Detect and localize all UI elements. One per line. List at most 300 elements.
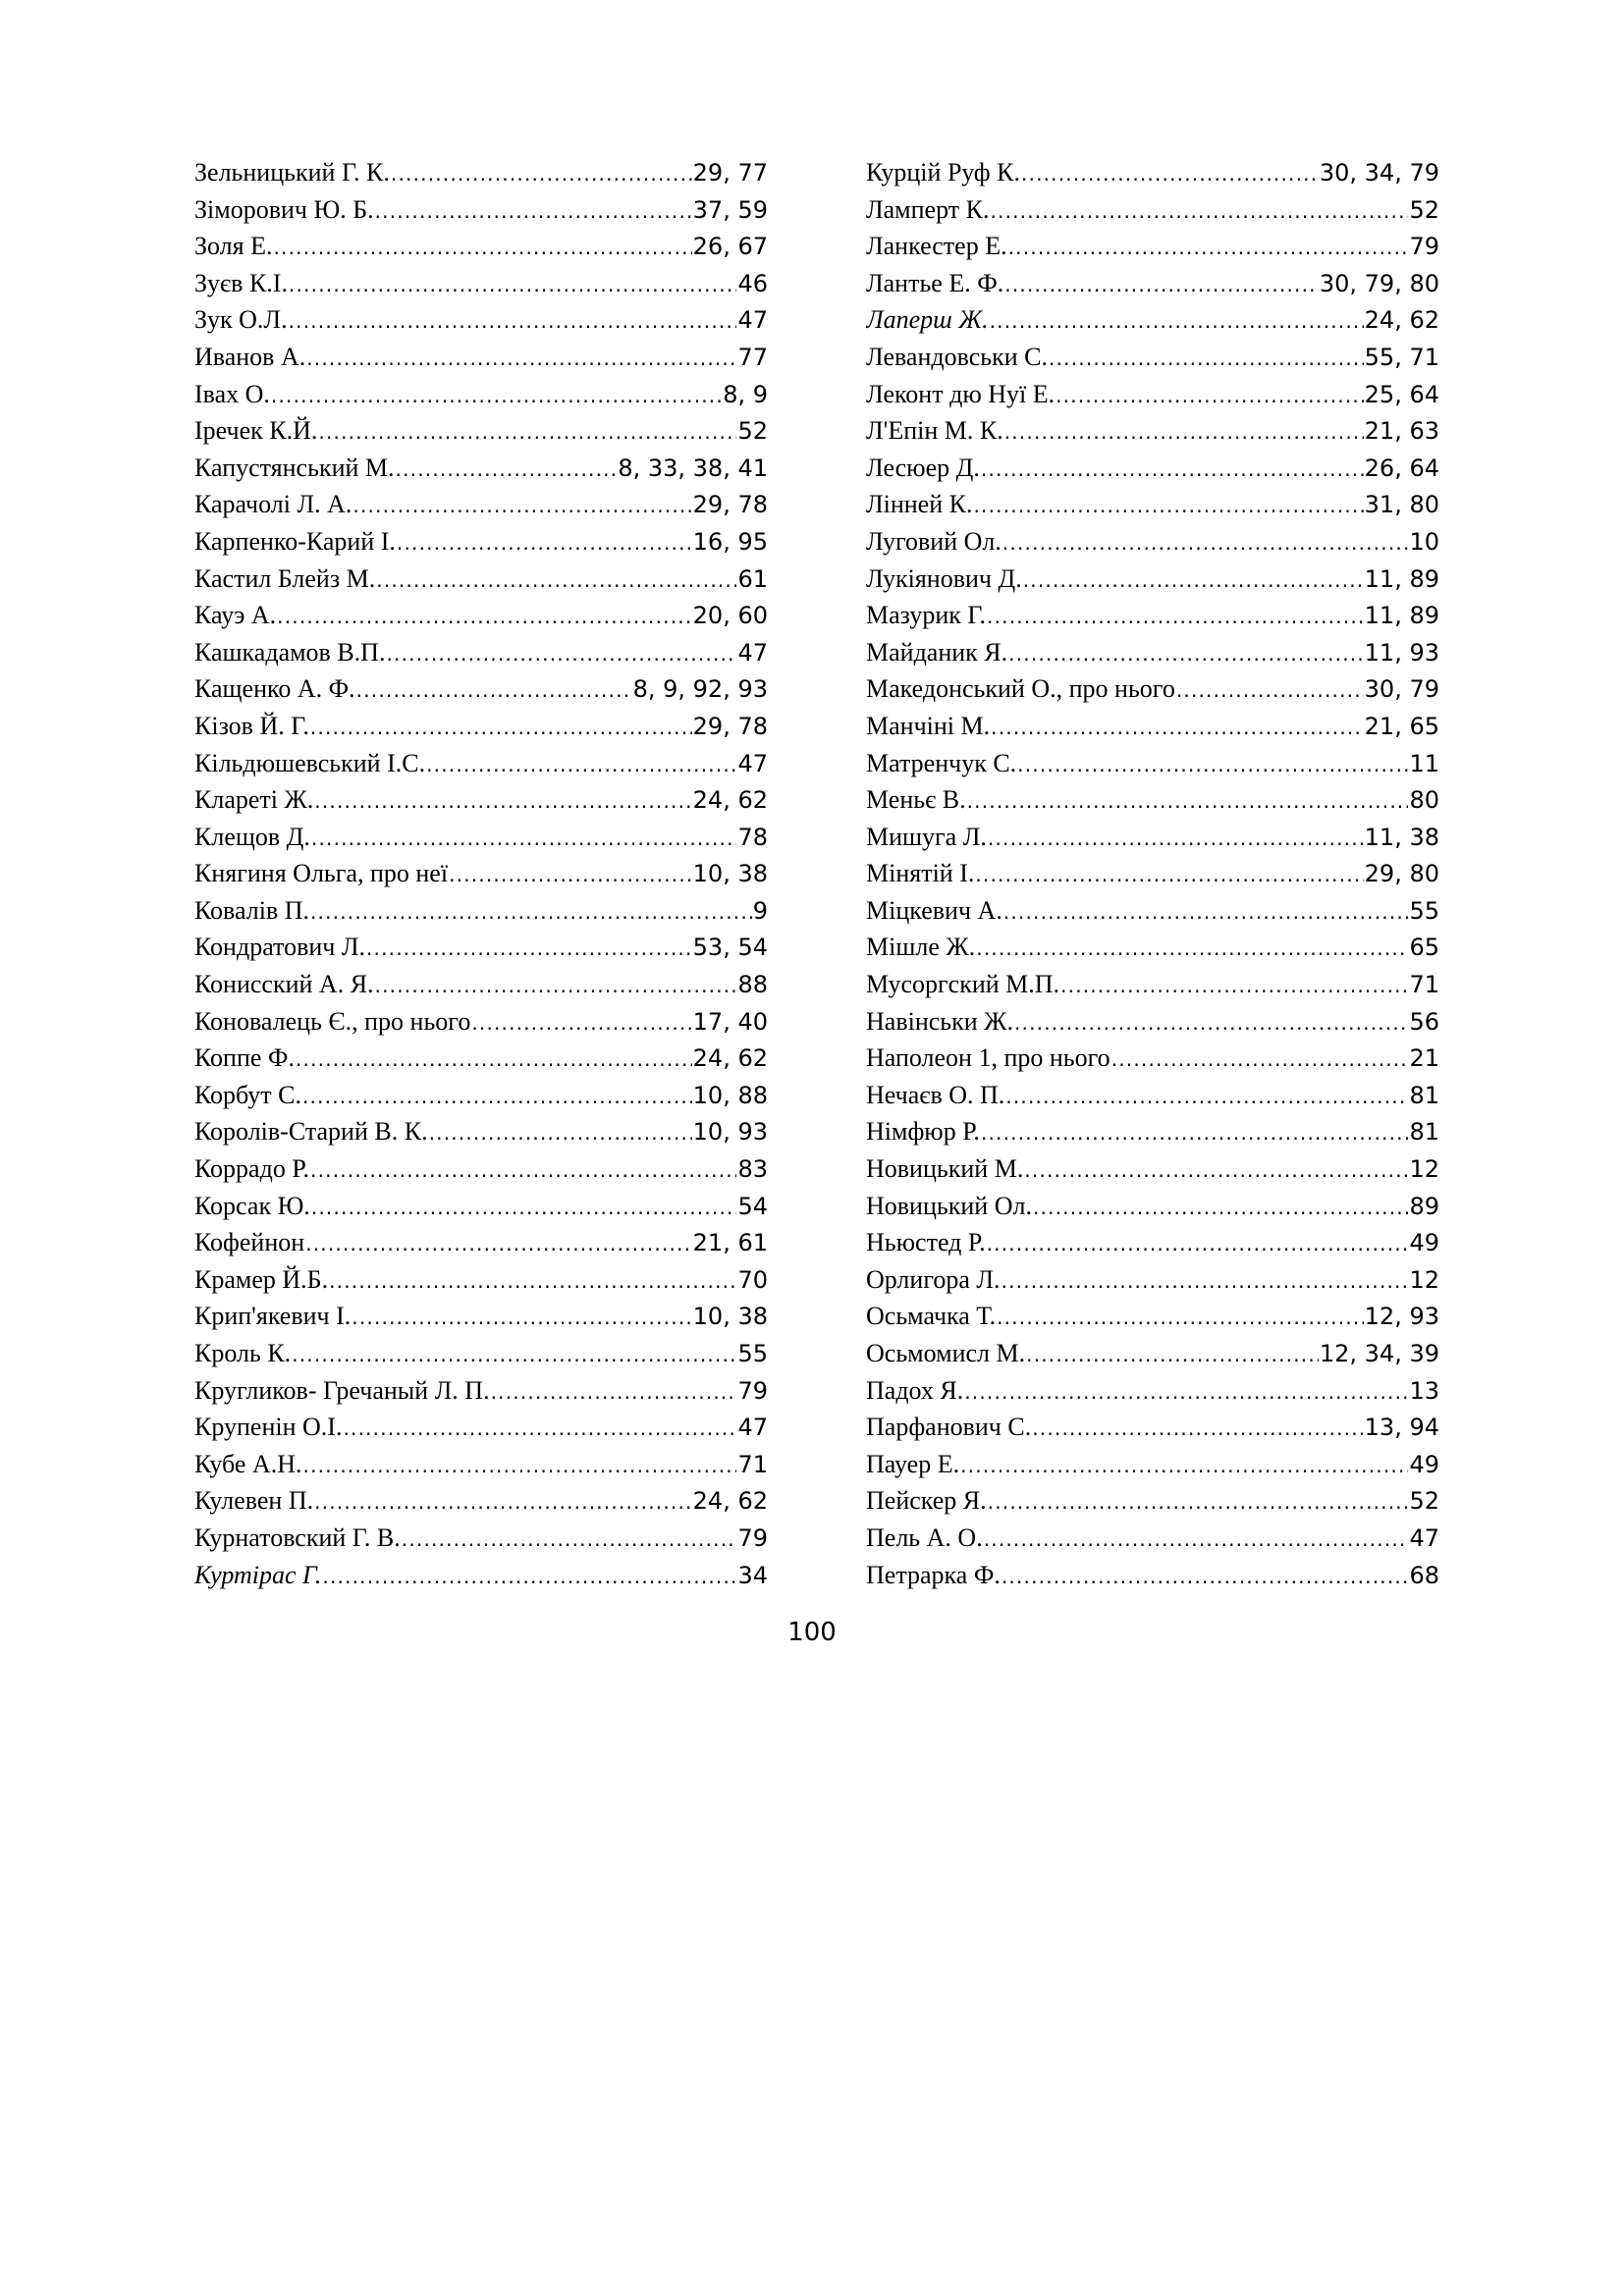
- dot-leader: [303, 1448, 737, 1483]
- entry-pages: 21, 65: [1364, 712, 1439, 740]
- entry-name: Крупенін О.І.: [194, 1413, 343, 1442]
- dot-leader: [981, 452, 1364, 487]
- index-entry: [866, 265, 1439, 302]
- entry-name: Корбут С.: [194, 1080, 301, 1109]
- index-entry: [866, 1335, 1439, 1372]
- dot-leader: [352, 1300, 691, 1335]
- dot-leader: [366, 931, 692, 966]
- entry-pages: 29, 77: [692, 159, 768, 187]
- entry-pages: 24, 62: [692, 786, 768, 815]
- dot-leader: [975, 857, 1363, 892]
- dot-leader: [997, 1300, 1364, 1335]
- entry-pages: 12: [1409, 1265, 1439, 1294]
- entry-pages: 12: [1409, 1155, 1439, 1184]
- entry-pages: 9: [752, 896, 768, 925]
- entry-name: Манчіні М.: [866, 711, 991, 740]
- dot-leader: [426, 747, 736, 782]
- dot-leader: [1024, 1152, 1408, 1188]
- index-entry: [866, 781, 1439, 819]
- dot-leader: [302, 1079, 692, 1114]
- dot-leader: [1021, 156, 1319, 191]
- index-entry: [866, 228, 1439, 265]
- entry-pages: 24, 62: [1364, 306, 1439, 335]
- dot-leader: [292, 1337, 736, 1372]
- entry-name: Іречек К.Й.: [194, 416, 318, 446]
- entry-name: Луговий Ол.: [866, 526, 1001, 556]
- dot-leader: [310, 1152, 736, 1188]
- entry-pages: 61: [737, 564, 768, 593]
- dot-leader: [375, 193, 692, 229]
- entry-name: Матренчук С.: [866, 748, 1017, 777]
- index-entry: [194, 228, 768, 265]
- index-entry: [194, 1482, 768, 1520]
- dot-leader: [343, 1411, 736, 1446]
- dot-leader: [310, 894, 752, 930]
- entry-name: Пауер Е.: [866, 1449, 960, 1478]
- entry-pages: 47: [737, 638, 768, 667]
- dot-leader: [306, 341, 736, 376]
- entry-name: Лантье Е. Ф.: [866, 268, 1004, 297]
- dot-leader: [386, 636, 736, 671]
- index-entry: [866, 1409, 1439, 1446]
- dot-leader: [1008, 636, 1364, 671]
- entry-pages: 11: [1409, 749, 1439, 777]
- index-entry: [866, 1372, 1439, 1410]
- index-entry: [194, 1113, 768, 1150]
- index-entry: [866, 1188, 1439, 1225]
- entry-pages: 17, 40: [692, 1007, 768, 1036]
- entry-name: Королів-Старий В. К.: [194, 1117, 428, 1147]
- entry-pages: 78: [737, 823, 768, 851]
- index-entry: [194, 1188, 768, 1225]
- entry-name: Орлигора Л.: [866, 1264, 1001, 1294]
- index-entry: [866, 1482, 1439, 1520]
- entry-name: Мишуга Л.: [866, 822, 987, 851]
- dot-leader: [973, 488, 1363, 523]
- dot-leader: [967, 783, 1409, 819]
- entry-name: Капустянський М.: [194, 453, 395, 482]
- index-entry: [866, 597, 1439, 634]
- dot-leader: [1026, 1337, 1319, 1372]
- entry-pages: 52: [1409, 1487, 1439, 1516]
- entry-name: Новицький М.: [866, 1154, 1024, 1184]
- entry-pages: 70: [737, 1265, 768, 1294]
- entry-pages: 71: [1409, 971, 1439, 999]
- index-entry: [194, 1409, 768, 1446]
- entry-name: Кастил Блейз М.: [194, 563, 376, 593]
- dot-leader: [402, 1522, 737, 1557]
- entry-name: Зук О.Л.: [194, 305, 288, 335]
- dot-leader: [1008, 230, 1409, 265]
- entry-pages: 21, 61: [692, 1229, 768, 1257]
- entry-pages: 29, 80: [1364, 860, 1439, 888]
- entry-name: Осьмачка Т.: [866, 1302, 997, 1331]
- entry-pages: 55: [737, 1340, 768, 1367]
- entry-name: Кругликов- Гречаный Л. П.: [194, 1375, 490, 1405]
- entry-name: Ньюстед Р.: [866, 1228, 986, 1257]
- entry-name: Леконт дю Нуї Е.: [866, 379, 1056, 408]
- index-entry: [194, 745, 768, 782]
- index-entry: [866, 1077, 1439, 1114]
- entry-name: Новицький Ол.: [866, 1191, 1032, 1220]
- dot-leader: [356, 672, 632, 708]
- entry-name: Кондратович Л.: [194, 933, 365, 962]
- dot-leader: [471, 1005, 691, 1041]
- entry-name: Майданик Я.: [866, 637, 1008, 667]
- dot-leader: [991, 710, 1364, 745]
- dot-leader: [491, 1374, 737, 1410]
- entry-name: Меньє В.: [866, 785, 966, 815]
- index-entry: [866, 1150, 1439, 1188]
- entry-name: Конисский А. Я.: [194, 970, 374, 999]
- index-column-right: [866, 154, 1439, 1593]
- index-entry: [194, 523, 768, 561]
- dot-leader: [1023, 562, 1364, 598]
- entry-pages: 89: [1409, 1192, 1439, 1220]
- dot-leader: [987, 599, 1364, 634]
- entry-name: Івах О.: [194, 379, 270, 408]
- entry-pages: 88: [737, 971, 768, 999]
- entry-name: Карпенко-Карий І.: [194, 526, 396, 556]
- dot-leader: [964, 1374, 1408, 1410]
- entry-name: Лукіянович Д.: [866, 563, 1022, 593]
- index-entry: [194, 1298, 768, 1335]
- index-entry: [194, 1150, 768, 1188]
- index-entry: [866, 1298, 1439, 1335]
- dot-leader: [1003, 894, 1409, 930]
- index-entry: [194, 191, 768, 229]
- entry-name: Німфюр Р.: [866, 1117, 980, 1147]
- index-entry: [194, 819, 768, 856]
- index-entry: [194, 301, 768, 339]
- entry-pages: 71: [737, 1450, 768, 1478]
- entry-pages: 8, 33, 38, 41: [618, 454, 768, 482]
- dot-leader: [1033, 1190, 1409, 1225]
- dot-leader: [1004, 267, 1319, 302]
- entry-pages: 30, 79: [1364, 675, 1439, 704]
- entry-pages: 79: [737, 1376, 768, 1405]
- entry-name: Міцкевич А.: [866, 895, 1002, 925]
- entry-name: Мазурик Г.: [866, 601, 987, 630]
- index-entry: [866, 376, 1439, 413]
- index-entry: [194, 1372, 768, 1410]
- index-entry: [866, 450, 1439, 487]
- entry-name: Кашкадамов В.П.: [194, 637, 386, 667]
- index-entry: [194, 1335, 768, 1372]
- dot-leader: [376, 562, 736, 598]
- entry-name: Осьмомисл М.: [866, 1339, 1026, 1367]
- index-entry: [866, 1113, 1439, 1150]
- index-entry: [194, 929, 768, 966]
- dot-leader: [1014, 1005, 1408, 1041]
- entry-name: Навінськи Ж.: [866, 1006, 1013, 1036]
- dot-leader: [322, 1559, 736, 1594]
- index-entry: [866, 892, 1439, 930]
- index-entry: [194, 855, 768, 892]
- dot-leader: [990, 193, 1408, 229]
- dot-leader: [1001, 1263, 1409, 1299]
- index-column-left: [194, 154, 768, 1593]
- index-entry: [194, 1224, 768, 1261]
- dot-leader: [311, 1190, 737, 1225]
- entry-name: Кларетi Ж.: [194, 785, 314, 815]
- entry-pages: 20, 60: [692, 602, 768, 630]
- entry-pages: 34: [737, 1561, 768, 1589]
- index-entry: [194, 1557, 768, 1594]
- dot-leader: [1111, 1041, 1409, 1077]
- index-entry: [194, 1261, 768, 1299]
- entry-pages: 11, 89: [1364, 564, 1439, 593]
- entry-name: Мусоргский М.П.: [866, 970, 1060, 999]
- index-entry: [866, 154, 1439, 191]
- index-entry: [866, 634, 1439, 671]
- index-entry: [866, 670, 1439, 708]
- entry-pages: 25, 64: [1364, 380, 1439, 408]
- index-entry: [866, 966, 1439, 1003]
- entry-name: Лесюер Д.: [866, 453, 980, 482]
- index-entry: [194, 265, 768, 302]
- entry-pages: 68: [1409, 1561, 1439, 1589]
- index-entry: [194, 486, 768, 523]
- entry-name: Кулевен П.: [194, 1486, 314, 1516]
- entry-pages: 11, 89: [1364, 602, 1439, 630]
- entry-pages: 53, 54: [692, 934, 768, 962]
- dot-leader: [449, 857, 692, 892]
- entry-name: Карачолі Л. А.: [194, 490, 352, 519]
- dot-leader: [1056, 378, 1364, 413]
- index-entry: [866, 1040, 1439, 1077]
- entry-name: Кроль К.: [194, 1339, 292, 1367]
- entry-pages: 12, 93: [1364, 1303, 1439, 1331]
- dot-leader: [296, 1041, 692, 1077]
- entry-pages: 13: [1409, 1376, 1439, 1405]
- entry-name: Кубе А.Н.: [194, 1449, 302, 1478]
- dot-leader: [1176, 672, 1364, 708]
- entry-pages: 10, 38: [692, 1303, 768, 1331]
- entry-pages: 49: [1409, 1229, 1439, 1257]
- entry-name: Крамер Й.Б.: [194, 1264, 329, 1294]
- index-entry: [866, 855, 1439, 892]
- dot-leader: [375, 968, 737, 1003]
- entry-name: Крип'якевич І.: [194, 1302, 352, 1331]
- dot-leader: [329, 1263, 736, 1299]
- dot-leader: [271, 378, 722, 413]
- entry-pages: 26, 67: [692, 233, 768, 261]
- index-entry: [194, 154, 768, 191]
- entry-pages: 81: [1409, 1081, 1439, 1109]
- dot-leader: [960, 1448, 1408, 1483]
- dot-leader: [318, 414, 736, 450]
- dot-leader: [310, 710, 692, 745]
- dot-leader: [1032, 1411, 1363, 1446]
- index-entry: [866, 486, 1439, 523]
- entry-pages: 10, 93: [692, 1118, 768, 1147]
- entry-pages: 56: [1409, 1007, 1439, 1036]
- entry-pages: 11, 38: [1364, 823, 1439, 851]
- entry-name: Кільдюшевський І.С.: [194, 748, 426, 777]
- index-entry: [194, 1040, 768, 1077]
- index-entry: [194, 670, 768, 708]
- index-entry: [194, 597, 768, 634]
- dot-leader: [314, 783, 691, 819]
- entry-name: Курнатовский Г. В.: [194, 1522, 401, 1552]
- entry-pages: 10, 38: [692, 860, 768, 888]
- dot-leader: [391, 156, 692, 191]
- index-entry: [866, 1557, 1439, 1594]
- dot-leader: [1005, 1079, 1408, 1114]
- dot-leader: [274, 230, 692, 265]
- index-entry: [866, 1520, 1439, 1557]
- entry-pages: 31, 80: [1364, 491, 1439, 519]
- entry-name: Золя Е.: [194, 232, 273, 261]
- index-entry: [866, 708, 1439, 745]
- index-entry: [866, 339, 1439, 376]
- entry-pages: 46: [737, 269, 768, 297]
- index-entry: [866, 561, 1439, 598]
- dot-leader: [314, 1484, 692, 1520]
- entry-pages: 29, 78: [692, 712, 768, 740]
- entry-pages: 8, 9: [723, 380, 768, 408]
- entry-name: Македонський О., про нього: [866, 674, 1175, 704]
- entry-name: Кофейнон: [194, 1228, 305, 1257]
- entry-pages: 80: [1409, 786, 1439, 815]
- entry-pages: 47: [737, 1414, 768, 1442]
- entry-pages: 52: [1409, 195, 1439, 224]
- entry-name: Зуєв К.І.: [194, 268, 288, 297]
- entry-pages: 47: [737, 749, 768, 777]
- entry-name: Падох Я.: [866, 1375, 964, 1405]
- dot-leader: [397, 525, 692, 561]
- index-entry: [866, 523, 1439, 561]
- dot-leader: [429, 1115, 692, 1150]
- entry-pages: 12, 34, 39: [1319, 1340, 1439, 1367]
- entry-pages: 10: [1409, 527, 1439, 556]
- dot-leader: [987, 1226, 1409, 1261]
- entry-pages: 65: [1409, 934, 1439, 962]
- index-entry: [194, 781, 768, 819]
- dot-leader: [1002, 525, 1409, 561]
- index-entry: [194, 966, 768, 1003]
- dot-leader: [1001, 1559, 1409, 1594]
- entry-name: Зельницький Г. К.: [194, 158, 390, 187]
- entry-pages: 83: [737, 1155, 768, 1184]
- index-entry: [194, 1003, 768, 1041]
- entry-name: Нечаєв О. П.: [866, 1080, 1005, 1109]
- entry-name: Кащенко А. Ф.: [194, 674, 355, 704]
- entry-pages: 47: [737, 306, 768, 335]
- entry-pages: 13, 94: [1364, 1414, 1439, 1442]
- entry-pages: 16, 95: [692, 527, 768, 556]
- entry-pages: 29, 78: [692, 491, 768, 519]
- dot-leader: [1004, 414, 1364, 450]
- entry-pages: 55: [1409, 896, 1439, 925]
- index-entry: [194, 1520, 768, 1557]
- entry-pages: 37, 59: [692, 195, 768, 224]
- entry-name: Пейскер Я.: [866, 1486, 987, 1516]
- dot-leader: [976, 931, 1408, 966]
- index-entry: [866, 929, 1439, 966]
- entry-pages: 81: [1409, 1118, 1439, 1147]
- index-entry: [866, 1224, 1439, 1261]
- entry-pages: 21, 63: [1364, 417, 1439, 446]
- dot-leader: [990, 303, 1364, 339]
- dot-leader: [1049, 341, 1364, 376]
- entry-pages: 24, 62: [692, 1487, 768, 1516]
- entry-name: Коррадо Р.: [194, 1154, 310, 1184]
- dot-leader: [981, 1115, 1409, 1150]
- dot-leader: [311, 821, 737, 856]
- dot-leader: [988, 821, 1364, 856]
- entry-name: Курцій Руф К.: [866, 158, 1020, 187]
- index-entry: [194, 1077, 768, 1114]
- entry-pages: 30, 79, 80: [1319, 269, 1439, 297]
- entry-name: Левандовськи С.: [866, 342, 1049, 371]
- entry-name: Л'Епін М. К.: [866, 416, 1003, 446]
- entry-name: Мінятій І.: [866, 859, 975, 888]
- entry-name: Коппе Ф.: [194, 1043, 295, 1073]
- entry-name: Лінней К.: [866, 490, 973, 519]
- entry-pages: 11, 93: [1364, 638, 1439, 667]
- dot-leader: [289, 267, 736, 302]
- dot-leader: [352, 488, 691, 523]
- entry-name: Коновалець Є., про нього: [194, 1006, 471, 1036]
- entry-name: Кауэ А.: [194, 601, 277, 630]
- dot-leader: [1060, 968, 1408, 1003]
- entry-name: Пель А. О.: [866, 1522, 983, 1552]
- dot-leader: [984, 1522, 1409, 1557]
- entry-pages: 10, 88: [692, 1081, 768, 1109]
- index-entry: [866, 301, 1439, 339]
- entry-pages: 55, 71: [1364, 343, 1439, 371]
- entry-name: Петрарка Ф.: [866, 1560, 1001, 1589]
- entry-name: Кізов Й. Г.: [194, 711, 309, 740]
- dot-leader: [1017, 747, 1408, 782]
- entry-pages: 79: [1409, 233, 1439, 261]
- index-entry: [866, 1003, 1439, 1041]
- entry-name: Ламперт К.: [866, 194, 990, 224]
- entry-name: Иванов А.: [194, 342, 306, 371]
- entry-pages: 54: [737, 1192, 768, 1220]
- index-entry: [866, 1446, 1439, 1483]
- index-entry: [866, 191, 1439, 229]
- dot-leader: [396, 452, 618, 487]
- entry-name: Мішле Ж.: [866, 933, 976, 962]
- entry-name: Лаперш Ж.: [866, 305, 989, 335]
- entry-name: Зіморович Ю. Б.: [194, 194, 374, 224]
- index-entry: [194, 708, 768, 745]
- entry-pages: 24, 62: [692, 1044, 768, 1073]
- page-number: 100: [787, 1618, 837, 1647]
- index-entry: [194, 892, 768, 930]
- dot-leader: [305, 1226, 691, 1261]
- entry-pages: 26, 64: [1364, 454, 1439, 482]
- entry-pages: 52: [737, 417, 768, 446]
- index-entry: [194, 376, 768, 413]
- index-entry: [194, 634, 768, 671]
- index-entry: [866, 412, 1439, 450]
- entry-name: Корсак Ю.: [194, 1191, 310, 1220]
- entry-pages: 79: [737, 1523, 768, 1552]
- entry-name: Ланкестер Е.: [866, 232, 1007, 261]
- index-entry: [866, 1261, 1439, 1299]
- dot-leader: [277, 599, 692, 634]
- entry-pages: 8, 9, 92, 93: [632, 675, 768, 704]
- index-entry: [194, 1446, 768, 1483]
- index-entry: [194, 450, 768, 487]
- entry-name: Наполеон 1, про нього: [866, 1043, 1110, 1073]
- entry-pages: 30, 34, 79: [1319, 159, 1439, 187]
- entry-name: Клещов Д.: [194, 822, 310, 851]
